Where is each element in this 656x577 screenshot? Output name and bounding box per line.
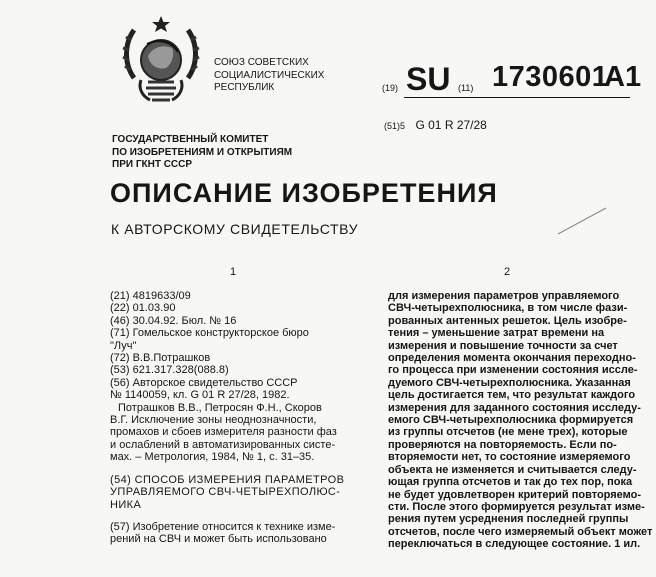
abstract-line: измерения и повышение точности за счет (388, 339, 618, 352)
patent-number-row (382, 61, 644, 101)
biblio-line: (72) В.В.Потрашков (110, 352, 211, 365)
reference-line: Потрашков В.В., Петросян Ф.Н., Скоров (118, 401, 322, 414)
reference-line: и ослаблений в автоматизированных систе- (110, 438, 336, 451)
committee-line: ПО ИЗОБРЕТЕНИЯМ И ОТКРЫТИЯМ (112, 146, 293, 158)
state-line: СОЮЗ СОВЕТСКИХ (214, 57, 309, 68)
state-emblem-icon (120, 8, 202, 108)
biblio-line: (21) 4819633/09 (110, 290, 191, 302)
ipc-code: G 01 R 27/28 (415, 118, 487, 132)
abstract-line: рения путем усреднения последней группы (388, 513, 629, 526)
ipc-classification (384, 116, 487, 134)
abstract-line: определения момента окончания переходно- (388, 352, 636, 365)
biblio-line: (56) Авторское свидетельство СССР (110, 376, 298, 389)
abstract-line: вторяемости нет, то состояние измеряемого (388, 451, 631, 464)
inid-code-51: (51)5 (384, 121, 406, 131)
document-title: ОПИСАНИЕ ИЗОБРЕТЕНИЯ (110, 178, 498, 208)
abstract-line: проверяются на повторяемость. Если по- (388, 438, 617, 451)
kind-code: A1 (604, 61, 642, 93)
abstract-line: из группы отсчетов (не мене трех), которые (388, 426, 628, 439)
state-line: РЕСПУБЛИК (214, 82, 275, 93)
abstract-line: переключаться в следующее состояние. 1 ил. (388, 538, 641, 551)
inid-code-19: (19) (382, 83, 399, 93)
biblio-line: (22) 01.03.90 (110, 302, 176, 315)
column-number-2: 2 (504, 266, 511, 278)
invention-title-line: УПРАВЛЯЕМОГО СВЧ-ЧЕТЫРЕХПОЛЮС- (110, 486, 341, 499)
biblio-line: (71) Гомельское конструкторское бюро (110, 327, 309, 340)
country-code: SU (406, 61, 451, 97)
abstract-line: объекта не изменяется и считывается следу- (388, 463, 637, 476)
state-line: СОЦИАЛИСТИЧЕСКИХ (214, 69, 325, 81)
abstract-line: рованных антенных решеток. Цель изобре- (388, 314, 627, 327)
abstract-line: СВЧ-четырехполюсника, в том числе фази- (388, 302, 628, 315)
biblio-line: (53) 621.317.328(088.8) (110, 364, 229, 377)
committee-line: ПРИ ГКНТ СССР (112, 159, 193, 170)
left-column (110, 290, 372, 546)
committee-name (112, 134, 292, 172)
scratch-mark (556, 206, 608, 236)
patent-number: 1730601 (492, 61, 609, 93)
column-number-1: 1 (230, 266, 237, 278)
state-name (214, 57, 324, 95)
biblio-line: № 1140059, кл. G 01 R 27/28, 1982. (110, 389, 290, 402)
abstract-line: рений на СВЧ и может быть использовано (110, 533, 327, 546)
inid-code-11: (11) (458, 83, 474, 93)
abstract-line: цель достигается тем, что результат каждого (388, 389, 636, 402)
reference-line: мах. – Метрология, 1984, № 1, с. 31–35. (110, 451, 315, 464)
abstract-line: сти. После этого формируется результат изме- (388, 500, 645, 513)
reference-line: В.Г. Исключение зоны неоднозначности, (110, 414, 317, 427)
abstract-line: (57) Изобретение относится к технике изме- (110, 520, 336, 533)
number-underline (404, 97, 630, 98)
abstract-line: емого СВЧ-четырехполюсника формируется (388, 414, 634, 427)
biblio-line: "Луч" (110, 339, 137, 352)
biblio-line: (46) 30.04.92. Бюл. № 16 (110, 314, 237, 327)
abstract-line: не будет удовлетворен критерий повторяемо- (388, 488, 642, 501)
abstract-line: го процесса при изменении состояния иссле- (388, 364, 638, 377)
invention-title-line: НИКА (110, 498, 142, 511)
document-subtitle: К АВТОРСКОМУ СВИДЕТЕЛЬСТВУ (111, 221, 359, 237)
abstract-line: дуемого СВЧ-четырехполюсника. Указанная (388, 376, 631, 389)
abstract-line: отсчетов, после чего измеряемый объект может (388, 525, 653, 538)
abstract-line: для измерения параметров управляемого (388, 290, 620, 302)
abstract-line: тения – уменьшение затрат времени на (388, 327, 605, 340)
abstract-line: ющая группа отсчетов и так до тех пор, пока (388, 476, 633, 489)
committee-line: ГОСУДАРСТВЕННЫЙ КОМИТЕТ (112, 134, 269, 145)
reference-line: промахов и сбоев измерителя разности фаз (110, 426, 337, 439)
invention-title-line: (54) СПОСОБ ИЗМЕРЕНИЯ ПАРАМЕТРОВ (110, 473, 345, 486)
abstract-line: измерения для заданного состояния исследу- (388, 401, 641, 414)
right-column (388, 290, 653, 551)
